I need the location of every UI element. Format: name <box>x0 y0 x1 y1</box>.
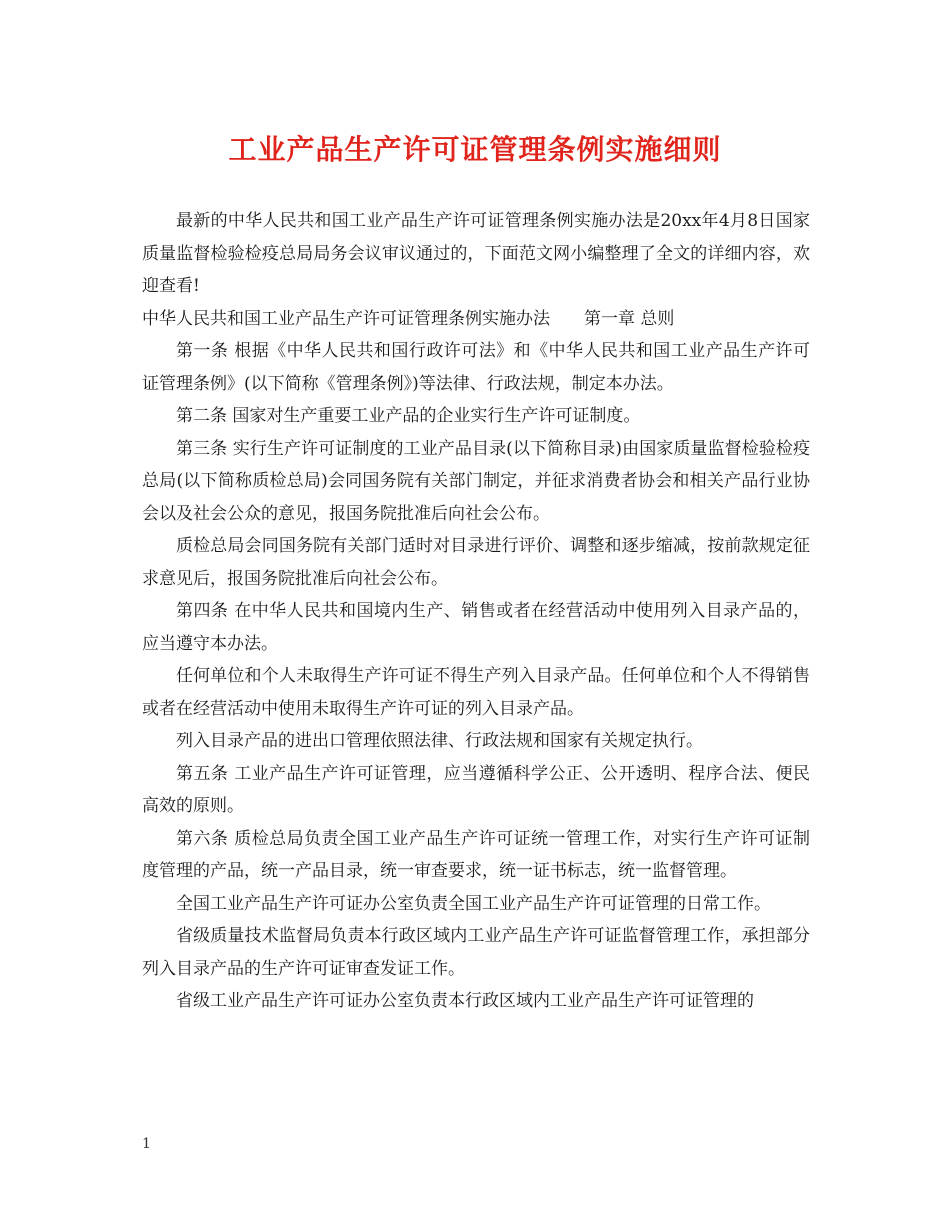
paragraph-article-4-cont-1: 任何单位和个人未取得生产许可证不得生产列入目录产品。任何单位和个人不得销售或者在经营活动中使用未取得生产许可证的列入目录产品。 <box>142 666 810 719</box>
paragraph-intro: 最新的中华人民共和国工业产品生产许可证管理条例实施办法是20xx年4月8日国家质量监督检验检疫总局局务会议审议通过的，下面范文网小编整理了全文的详细内容，欢迎查看! <box>142 211 810 296</box>
document-body <box>142 205 810 1018</box>
paragraph-article-6-cont-1: 全国工业产品生产许可证办公室负责全国工业产品生产许可证管理的日常工作。 <box>176 893 771 914</box>
paragraph-article-3: 第三条 实行生产许可证制度的工业产品目录(以下简称目录)由国家质量监督检验检疫总局(以下简称质检总局)会同国务院有关部门制定，并征求消费者协会和相关产品行业协会以及社会公众的意见，报国务院批准后向社会公布。 <box>142 438 810 524</box>
document-title: 工业产品生产许可证管理条例实施细则 <box>228 133 722 166</box>
paragraph-article-6-cont-3: 省级工业产品生产许可证办公室负责本行政区域内工业产品生产许可证管理的 <box>176 991 754 1011</box>
paragraph-article-6-cont-2: 省级质量技术监督局负责本行政区域内工业产品生产许可证监督管理工作，承担部分列入目录产品的生产许可证审查发证工作。 <box>142 926 810 979</box>
paragraph-article-5: 第五条 工业产品生产许可证管理，应当遵循科学公正、公开透明、程序合法、便民高效的原则。 <box>142 763 810 816</box>
paragraph-chapter-heading: 中华人民共和国工业产品生产许可证管理条例实施办法 第一章 总则 <box>142 308 675 329</box>
page-number: 1 <box>142 1136 151 1152</box>
paragraph-article-2: 第二条 国家对生产重要工业产品的企业实行生产许可证制度。 <box>176 406 641 426</box>
paragraph-article-4: 第四条 在中华人民共和国境内生产、销售或者在经营活动中使用列入目录产品的，应当遵守本办法。 <box>142 601 810 654</box>
paragraph-article-1: 第一条 根据《中华人民共和国行政许可法》和《中华人民共和国工业产品生产许可证管理条例》(以下简称《管理条例》)等法律、行政法规，制定本办法。 <box>142 341 810 394</box>
paragraph-article-6: 第六条 质检总局负责全国工业产品生产许可证统一管理工作，对实行生产许可证制度管理的产品，统一产品目录，统一审查要求，统一证书标志，统一监督管理。 <box>142 828 810 881</box>
paragraph-article-4-cont-2: 列入目录产品的进出口管理依照法律、行政法规和国家有关规定执行。 <box>176 731 703 751</box>
paragraph-article-3-cont: 质检总局会同国务院有关部门适时对目录进行评价、调整和逐步缩减，按前款规定征求意见后，报国务院批准后向社会公布。 <box>142 536 810 589</box>
